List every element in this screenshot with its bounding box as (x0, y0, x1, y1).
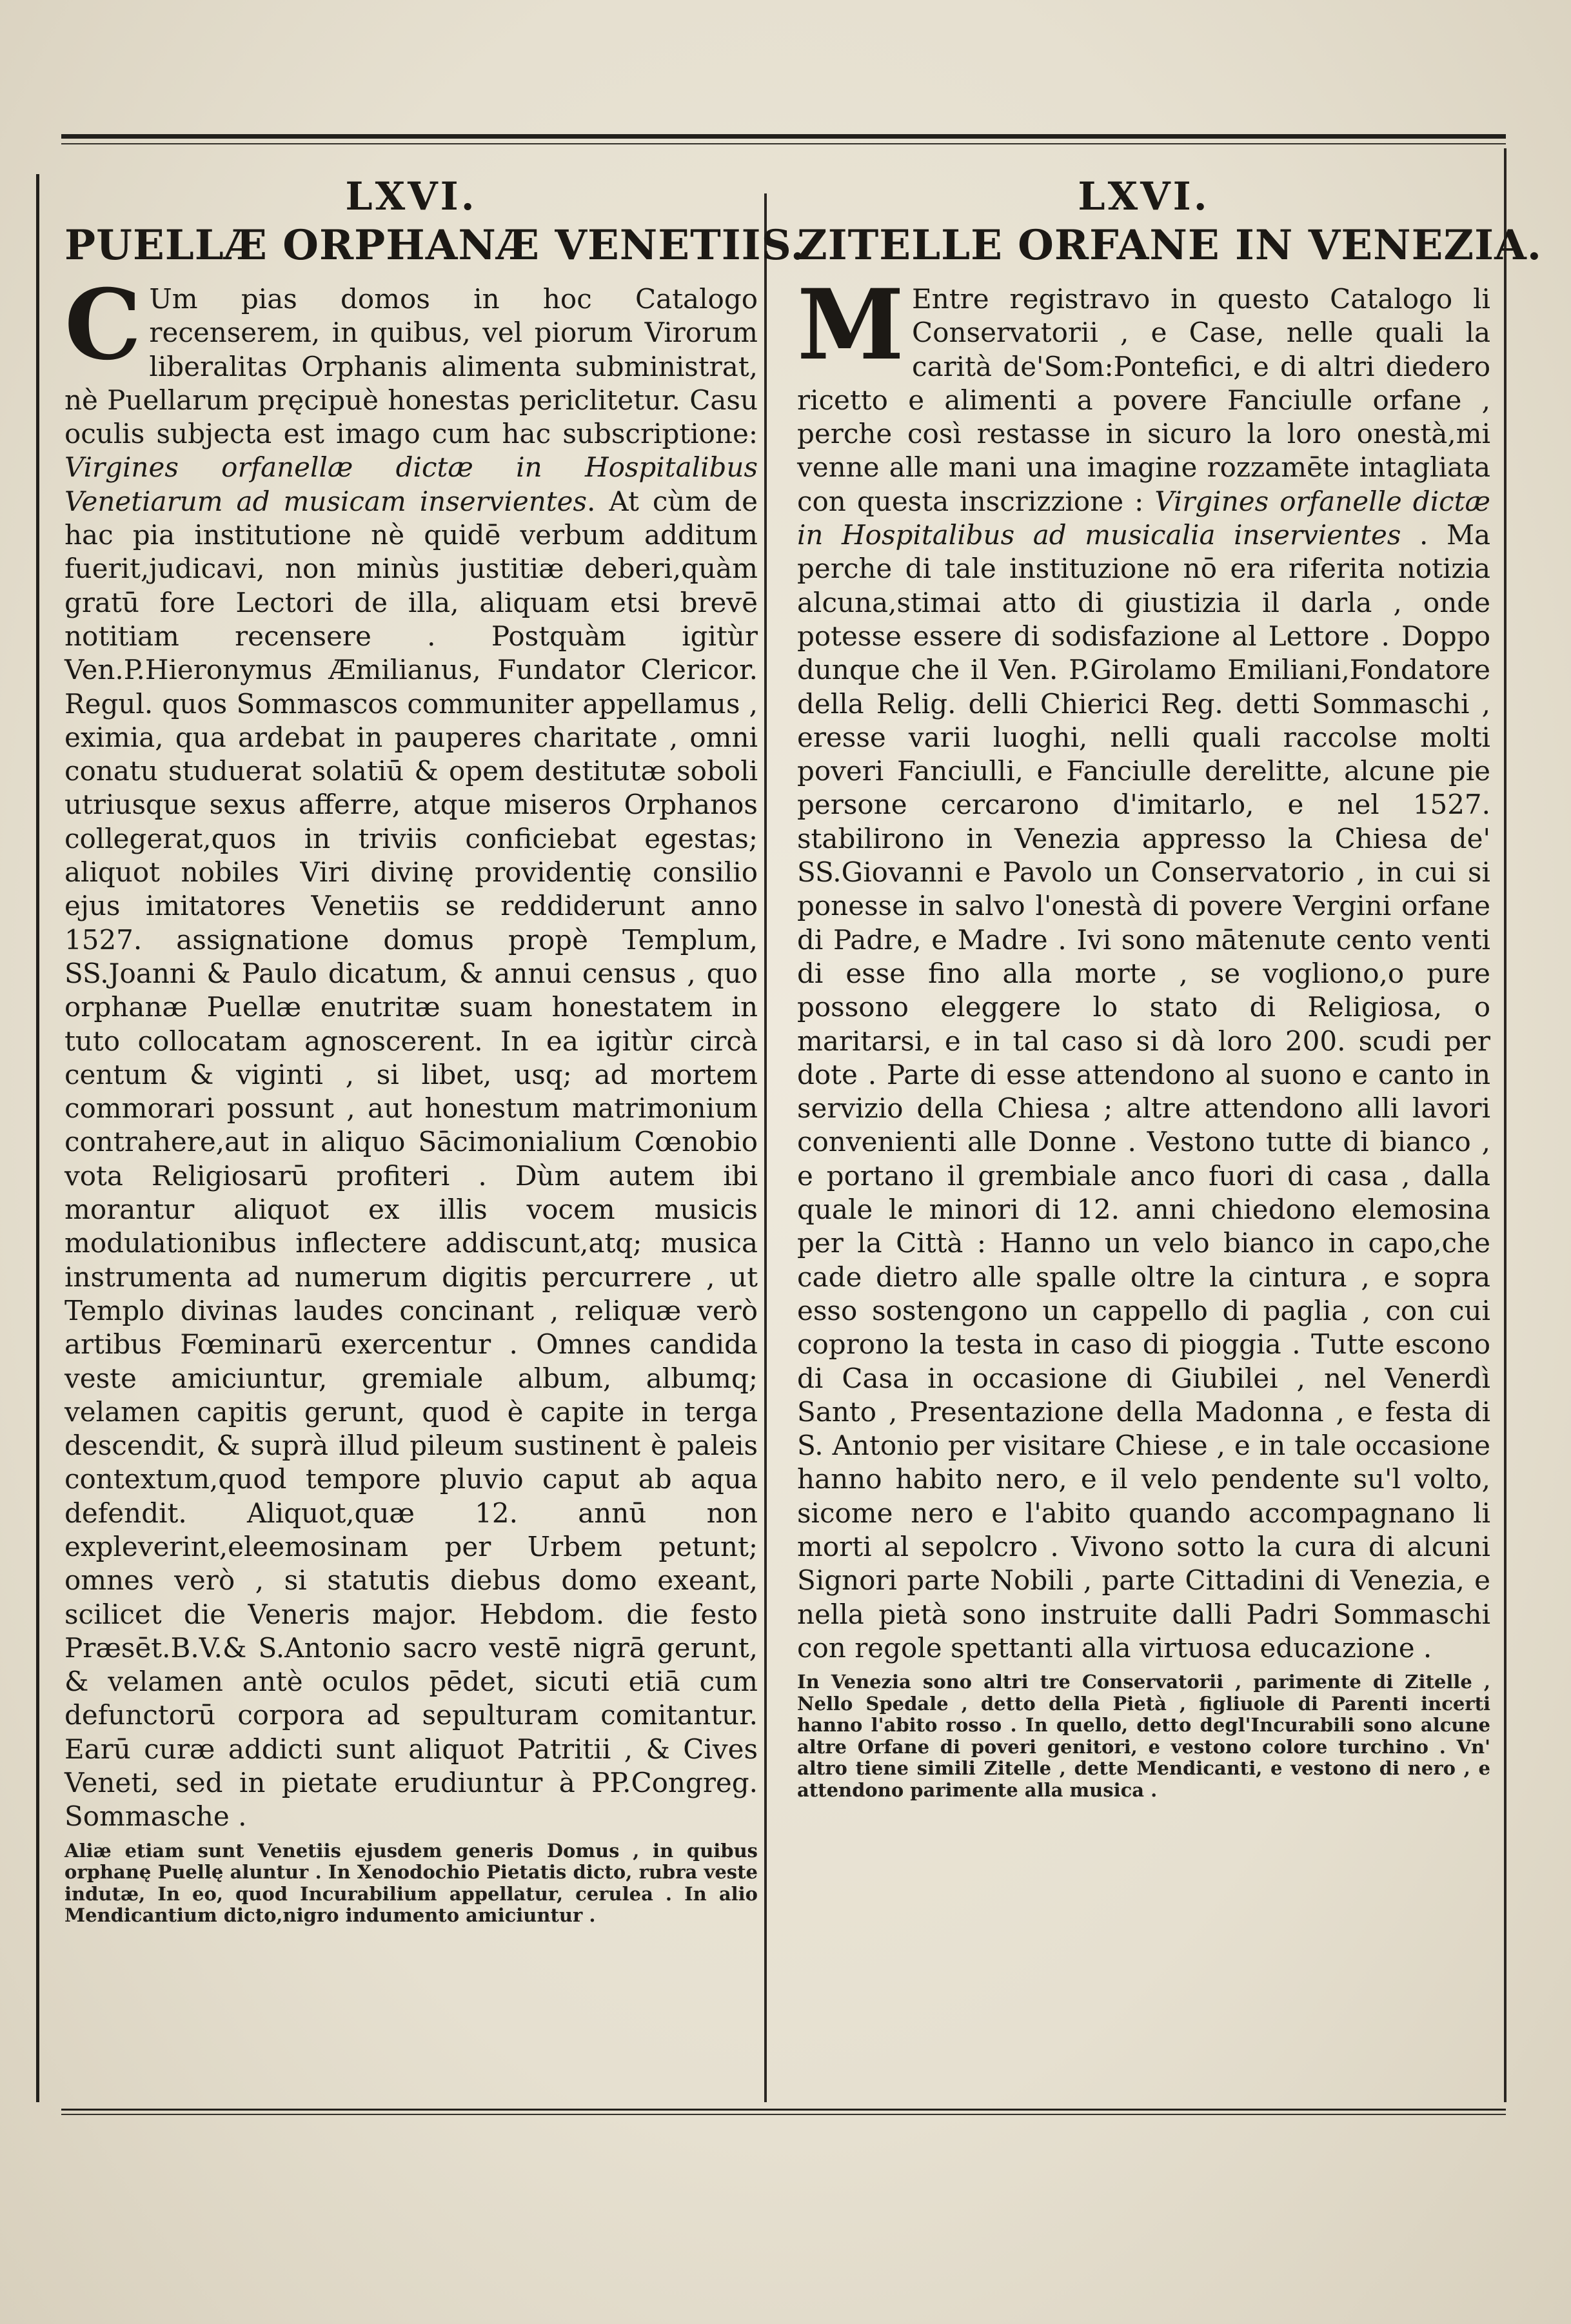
top-rule (61, 134, 1506, 139)
latin-column (64, 174, 805, 1927)
section-number: LXVI. (1078, 174, 1210, 219)
drop-capital: M (797, 268, 905, 382)
top-rule-thin (61, 143, 1506, 144)
italic-caption: Virgines orfanelle dictæ in Hospitalibus ad musicalia inservientes (797, 485, 1491, 551)
section-heading: ZITELLE ORFANE IN VENEZIA. (797, 221, 1542, 270)
column-divider-rule (764, 193, 767, 2102)
footnote: In Venezia sono altri tre Conservatorii , parimente di Zitelle , Nello Spedale , detto della Pietà , figliuole di Parenti incerti hanno l'abito rosso . In quello, detto degl'Incurabili sono alcune altre Orfane di poveri genitori, e vestono colore turchino . Vn' altro tiene simili Zitelle , dette Mendicanti, e vestono di nero , e attendono parimente alla musica . (797, 1671, 1490, 1801)
bottom-rule-thin (61, 2114, 1506, 2115)
body-text-part: . Ma perche di tale instituzione nō era riferita notizia alcuna,stimai atto di giustizia il darla , onde potesse essere di sodisfazione al Lettore . Doppo dunque che il Ven. P.Girolamo Emiliani,Fondatore della Relig. delli Chierici Reg. detti Sommaschi , eresse varii luoghi, nelli quali raccolse molti poveri Fanciulli, e Fanciulle derelitte, alcune pie persone cercarono d'imitarlo, e nel 1527. stabilirono in Venezia appresso la Chiesa de' SS.Giovanni e Pavolo un Conservatorio , in cui si ponesse in salvo l'onestà di povere Vergini orfane di Padre, e Madre . Ivi sono mātenute cento venti di esse fino alla morte , se vogliono,o pure possono eleggere lo stato di Religiosa, o maritarsi, e in tal caso si dà loro 200. scudi per dote . Parte di esse attendono al suono e canto in servizio della Chiesa ; altre attendono alli lavori convenienti alle Donne . Vestono tutte di bianco , e portano il grembiale anco fuori di casa , dalla quale le minori di 12. anni chiedono elemosina per la Città : Hanno un velo bianco in capo,che cade dietro alle spalle oltre la cintura , e sopra esso sostengono un cappello di paglia , con cui coprono la testa in caso di pioggia . Tutte escono di Casa in occasione di Giubilei , nel Venerdì Santo , Presentazione della Madonna , e festa di S. Antonio per visitare Chiese , e in tale occasione hanno habito nero, e il velo pendente su'l volto, sicome nero e l'abito quando accompagnano li morti al sepolcro . Vivono sotto la cura di alcuni Signori parte Nobili , parte Cittadini di Venezia, e nella pietà sono instruite dalli Padri Sommaschi con regole spettanti alla virtuosa educazione . (797, 519, 1490, 1664)
section-heading: PUELLÆ ORPHANÆ VENETIIS. (64, 221, 805, 270)
italian-column (797, 174, 1542, 1801)
left-border-rule (36, 174, 39, 2102)
drop-capital: C (64, 268, 142, 382)
right-border-rule (1504, 148, 1507, 2102)
body-text (797, 268, 1491, 1665)
body-text (64, 268, 758, 1834)
italic-caption: Virgines orfanellæ dictæ in Hospitalibus Venetiarum ad musicam inservientes (64, 451, 758, 517)
body-text-part: Um pias domos in hoc Catalogo recenserem, in quibus, vel piorum Virorum liberalitas Orphanis alimenta subministrat, nè Puellarum pręcipuè honestas periclitetur. Casu oculis subjecta est imago cum hac subscriptione: (64, 283, 758, 450)
section-number: LXVI. (345, 174, 477, 219)
footnote: Aliæ etiam sunt Venetiis ejusdem generis Domus , in quibus orphanę Puellę aluntur . In Xenodochio Pietatis dicto, rubra veste indutæ, In eo, quod Incurabilium appellatur, cerulea . In alio Mendicantium dicto,nigro indumento amiciuntur . (64, 1839, 758, 1927)
body-text-part: . At cùm de hac pia institutione nè quidē verbum additum fuerit,judicavi, non minùs justitiæ deberi,quàm gratū fore Lectori de illa, aliquam etsi brevē notitiam recensere . Postquàm igitùr Ven.P.Hieronymus Æmilianus, Fundator Clericor. Regul. quos Sommascos communiter appellamus , eximia, qua ardebat in pauperes charitate , omni conatu studuerat solatiū & opem destitutæ soboli utriusque sexus afferre, atque miseros Orphanos collegerat,quos in triviis conficiebat egestas; aliquot nobiles Viri divinę providentię consilio ejus imitatores Venetiis se reddiderunt anno 1527. assignatione domus propè Templum, SS.Joanni & Paulo dicatum, & annui census , quo orphanæ Puellæ enutritæ suam honestatem in tuto collocatam agnoscerent. In ea igitùr circà centum & viginti , si libet, usq; ad mortem commorari possunt , aut honestum matrimonium contrahere,aut in aliquo Sācimonialium Cœnobio vota Religiosarū profiteri . Dùm autem ibi morantur aliquot ex illis vocem musicis modulationibus inflectere addiscunt,atq; musica instrumenta ad numerum digitis percurrere , ut Templo divinas laudes concinant , reliquæ verò artibus Fœminarū exercentur . Omnes candida veste amiciuntur, gremiale album, albumq; velamen capitis gerunt, quod è capite in terga descendit, & suprà illud pileum sustinent è paleis contextum,quod tempore pluvio caput ab aqua defendit. Aliquot,quæ 12. annū non expleverint,eleemosinam per Urbem petunt; omnes verò , si statutis diebus domo exeant, scilicet die Veneris major. Hebdom. die festo Præsēt.B.V.& S.Antonio sacro vestē nigrā gerunt, & velamen antè oculos pēdet, sicuti etiā cum defunctorū corpora ad sepulturam comitantur. Earū curæ addicti sunt aliquot Patritii , & Cives Veneti, sed in pietate erudiuntur à PP.Congreg. Sommasche . (64, 485, 758, 1833)
bottom-rule (61, 2109, 1506, 2111)
body-text-part: Entre registravo in questo Catalogo li Conservatorii , e Case, nelle quali la carità de'Som:Pontefici, e di altri diedero ricetto e alimenti a povere Fanciulle orfane , perche così restasse in sicuro la loro onestà,mi venne alle mani una imagine rozzamēte intagliata con questa inscrizzione : (797, 283, 1490, 517)
